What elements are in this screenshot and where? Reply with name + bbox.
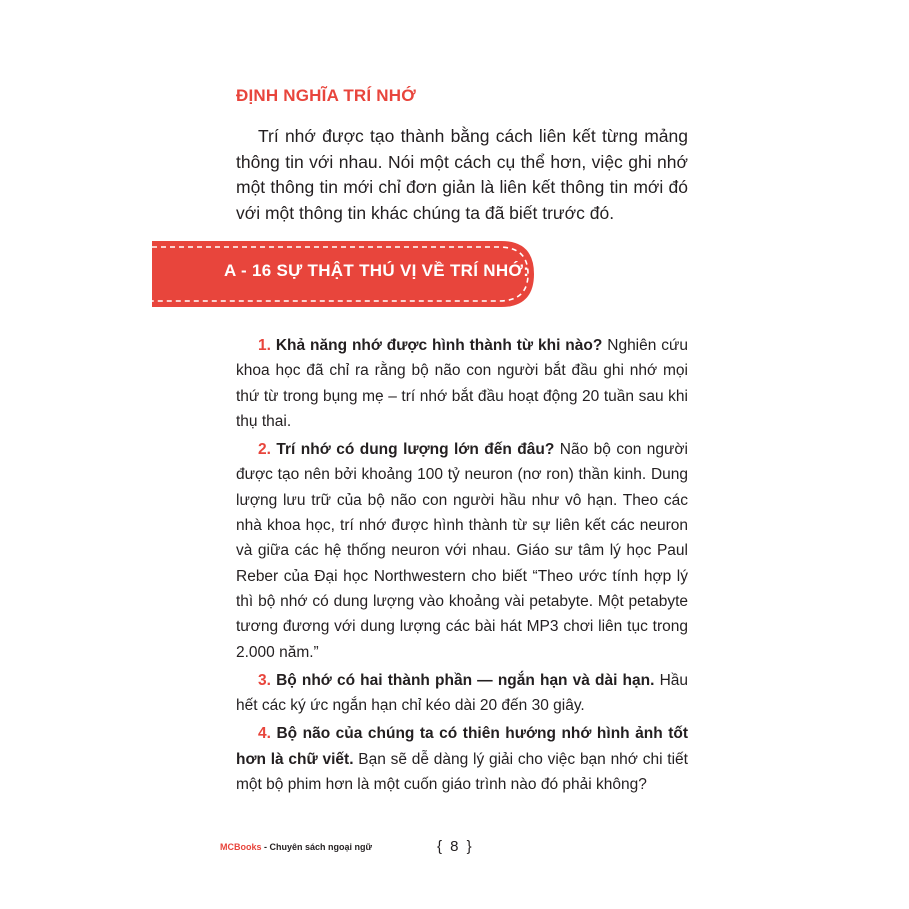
intro-paragraph: Trí nhớ được tạo thành bằng cách liên kết từng mảng thông tin với nhau. Nói một cách cụ thể hơn, việc ghi nhớ một thông tin mới chỉ đơn giản là liên kết thông tin mới đó với một thông tin khác chúng ta đã biết trước đó. bbox=[236, 126, 688, 223]
fact-item bbox=[236, 668, 688, 719]
fact-item bbox=[236, 437, 688, 665]
fact-text: Não bộ con người được tạo nên bởi khoảng 100 tỷ neuron (nơ ron) thần kinh. Dung lượng lưu trữ của bộ não con người hầu như vô hạn. Theo các nhà khoa học, trí nhớ được hình thành từ sự liên kết các neuron và giữa các hệ thống neuron với nhau. Giáo sư tâm lý học Paul Reber của Đại học Northwestern cho biết “Theo ước tính hợp lý thì bộ nhớ có dung lượng vào khoảng vài petabyte. Một petabyte tương đương với dung lượng các bài hát MP3 chơi liên tục trong 2.000 năm.” bbox=[236, 441, 688, 661]
fact-item bbox=[236, 333, 688, 434]
section-banner bbox=[152, 241, 534, 307]
fact-text: Nghiên cứu khoa học đã chỉ ra rằng bộ não con người bắt đầu ghi nhớ mọi thứ từ trong bụng mẹ – trí nhớ bắt đầu hoạt động 20 tuần sau khi thụ thai. bbox=[236, 337, 689, 430]
fact-number: 1. bbox=[258, 337, 271, 354]
fact-item bbox=[236, 721, 688, 797]
fact-question: Khả năng nhớ được hình thành từ khi nào? bbox=[275, 337, 603, 354]
section-title: ĐỊNH NGHĨA TRÍ NHỚ bbox=[236, 86, 416, 105]
page-number: { 8 } bbox=[437, 838, 474, 855]
fact-question: Bộ nhớ có hai thành phần — ngắn hạn và dài hạn. bbox=[276, 671, 655, 689]
fact-number: 2. bbox=[258, 441, 271, 459]
fact-number: 3. bbox=[258, 671, 271, 689]
publisher-slogan: - Chuyên sách ngoại ngữ bbox=[261, 842, 373, 852]
fact-question: Bộ não của chúng ta có thiên hướng nhớ hình ảnh tốt hơn là chữ viết. bbox=[236, 725, 688, 768]
publisher-brand: MCBooks bbox=[220, 842, 262, 852]
facts-list bbox=[236, 333, 688, 800]
banner-label: A - 16 SỰ THẬT THÚ VỊ VỀ TRÍ NHỚ: bbox=[224, 261, 530, 280]
fact-text: Bạn sẽ dễ dàng lý giải cho việc bạn nhớ chi tiết một bộ phim hơn là một cuốn giáo trình nào đó phải không? bbox=[236, 750, 688, 794]
fact-number: 4. bbox=[258, 725, 271, 743]
fact-text: Hầu hết các ký ức ngắn hạn chỉ kéo dài 20 đến 30 giây. bbox=[236, 671, 688, 715]
footer-publisher bbox=[220, 842, 372, 852]
fact-question: Trí nhớ có dung lượng lớn đến đâu? bbox=[276, 441, 555, 459]
